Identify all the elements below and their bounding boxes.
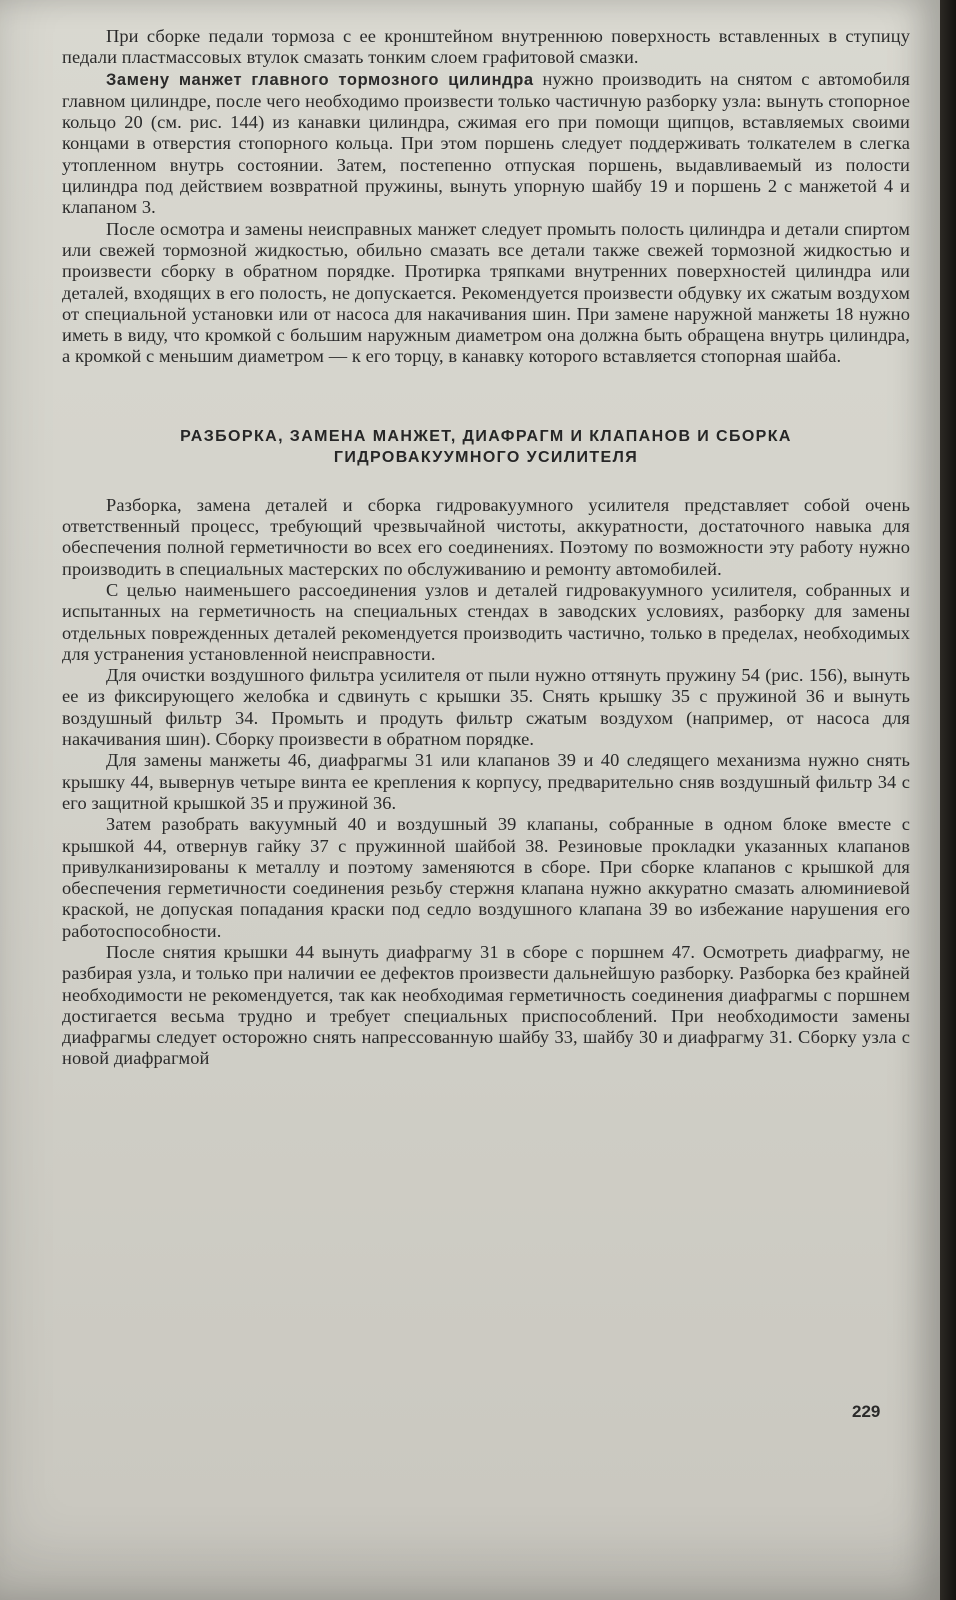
heading-line: ГИДРОВАКУУМНОГО УСИЛИТЕЛЯ [333,448,639,466]
paragraph: С целью наименьшего рассоединения узлов и деталей гидровакуумного усилителя, собранных и испытанных на герметичность на специальных стендах в заводских условиях, разборку для замены отдельных поврежденных деталей рекомендуется производить частично, только в пределах, необходимых для устранения установленной неисправности. [62,579,910,664]
paragraph [62,69,910,219]
section-brake-cylinder [62,26,910,368]
paragraph: При сборке педали тормоза с ее кронштейном внутреннюю поверхность вставленных в ступицу педали пластмассовых втулок смазать тонким слоем графитовой смазки. [62,26,910,68]
page-edge-shadow [940,0,956,1600]
paragraph: Разборка, замена деталей и сборка гидровакуумного усилителя представляет собой очень ответственный процесс, требующий чрезвычайной чистоты, аккуратности, достаточного навыка для обеспечения полной герметичности во всех его соединениях. Поэтому по возможности эту работу нужно производить в специальных мастерских по обслуживанию и ремонту автомобилей. [62,494,910,579]
heading-line: РАЗБОРКА, ЗАМЕНА МАНЖЕТ, ДИАФРАГМ И КЛАПАНОВ И СБОРКА [180,427,792,445]
page-text [62,26,910,1070]
paragraph: После снятия крышки 44 вынуть диафрагму 31 в сборе с поршнем 47. Осмотреть диафрагму, не разбирая узла, и только при наличии ее дефектов произвести дальнейшую разборку. Разборка без крайней необходимости не рекомендуется, так как необходимая герметичность соединения диафрагмы с поршнем достигается весьма трудно и требует специальных приспособлений. При необходимости замены диафрагмы следует осторожно снять напрессованную шайбу 33, шайбу 30 и диафрагму 31. Сборку узла с новой диафрагмой [62,941,910,1069]
paragraph: Затем разобрать вакуумный 40 и воздушный 39 клапаны, собранные в одном блоке вместе с крышкой 44, отвернув гайку 37 с пружинной шайбой 38. Резиновые прокладки указанных клапанов привулканизированы к металлу и поэтому заменяются в сборе. При сборке клапанов с крышкой для обеспечения герметичности соединения резьбу стержня клапана нужно аккуратно смазать алюминиевой краской, не допуская попадания краски под седло воздушного клапана 39 во избежание нарушения его работоспособности. [62,814,910,941]
section-booster [62,495,910,1070]
paragraph: После осмотра и замены неисправных манжет следует промыть полость цилиндра и детали спиртом или свежей тормозной жидкостью, обильно смазать все детали также свежей тормозной жидкостью и произвести сборку в обратном порядке. Протирка тряпками внутренних поверхностей цилиндра или деталей, входящих в его полость, не допускается. Рекомендуется произвести обдувку их сжатым воздухом от специальной установки или от насоса для накачивания шин. При замене наружной манжеты 18 нужно иметь в виду, что кромкой с большим наружным диаметром она должна быть обращена внутрь цилиндра, а кромкой с меньшим диаметром — к его торцу, в канавку которого вставляется стопорная шайба. [62,218,910,367]
page-number: 229 [852,1402,881,1421]
paragraph: Для очистки воздушного фильтра усилителя от пыли нужно оттянуть пружину 54 (рис. 156), вынуть ее из фиксирующего желобка и сдвинуть с крышки 35. Снять крышку 35 с пружиной 36 и вынуть воздушный фильтр 34. Промыть и продуть фильтр сжатым воздухом (например, от насоса для накачивания шин). Сборку произвести в обратном порядке. [62,665,910,750]
paragraph: Для замены манжеты 46, диафрагмы 31 или клапанов 39 и 40 следящего механизма нужно снять крышку 44, вывернув четыре винта ее крепления к корпусу, предварительно сняв воздушный фильтр 34 с его защитной крышкой 35 и пружиной 36. [62,750,910,813]
paragraph-body: нужно производить на снятом с автомобиля главном цилиндре, после чего необходимо произвести только частичную разборку узла: вынуть стопорное кольцо 20 (см. рис. 144) из канавки цилиндра, сжимая его при помощи щипцов, вставляемых своими концами в отверстия стопорного кольца. При этом поршень следует поддерживать толкателем в слегка утопленном внутрь состоянии. Затем, постепенно отпуская поршень, выдавливаемый из полости цилиндра под действием возвратной пружины, вынуть упорную шайбу 19 и поршень 2 с манжетой 4 и клапаном 3. [62,68,910,218]
section-heading [62,426,910,468]
run-in-heading: Замену манжет главного тормозного цилиндра [106,70,534,89]
